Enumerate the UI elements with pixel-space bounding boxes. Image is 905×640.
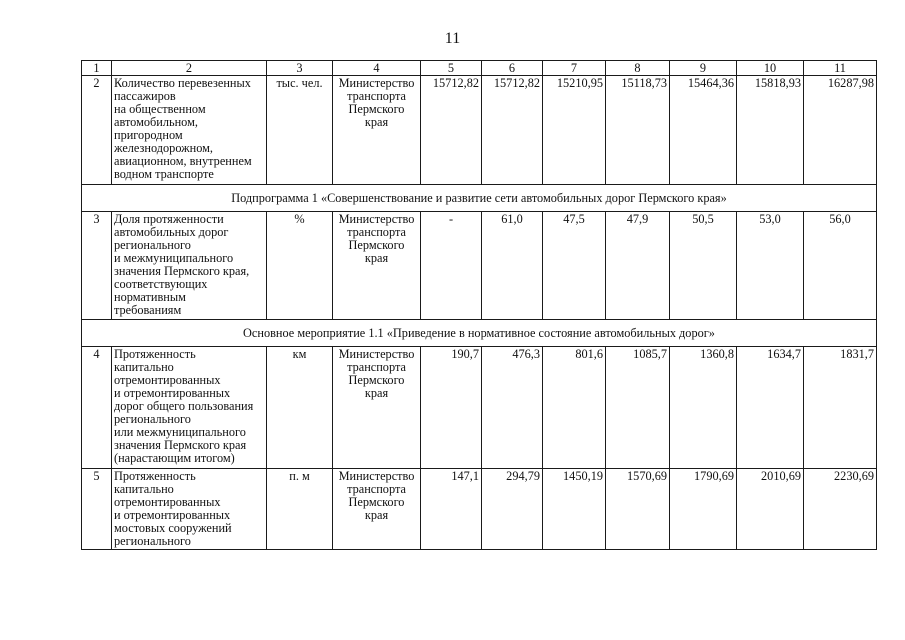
responsible-body [333,212,421,320]
indicators-table [81,60,877,550]
value-cell: - [421,212,482,320]
responsible-body-line: Министерство [338,76,415,90]
indicator-name-line: значения Пермского края [114,438,247,452]
value-cell: 16287,98 [804,76,877,185]
header-cell: 5 [421,61,482,76]
table-row [82,347,877,469]
value-cell: 801,6 [543,347,606,469]
table-row [82,469,877,550]
responsible-body [333,347,421,469]
value-cell: 1360,8 [670,347,737,469]
header-cell: 8 [606,61,670,76]
responsible-body-line: Министерство [338,347,415,361]
section-title: Подпрограмма 1 «Совершенствование и развитие сети автомобильных дорог Пермского края» [82,185,877,212]
value-cell: 47,5 [543,212,606,320]
indicator-name-line: пассажиров [114,89,176,103]
responsible-body-line: края [364,115,389,129]
value-cell: 53,0 [737,212,804,320]
indicator-name [112,212,267,320]
value-cell: 294,79 [482,469,543,550]
indicator-name-line: водном транспорте [114,167,214,181]
indicator-name-line: и межмуниципального [114,251,234,265]
indicator-name-line: капитально [114,482,174,496]
responsible-body [333,469,421,550]
indicator-name-line: отремонтированных [114,495,221,509]
table-row [82,212,877,320]
section-row [82,320,877,347]
value-cell: 1450,19 [543,469,606,550]
responsible-body-line: транспорта [347,225,406,239]
indicator-name-line: регионального [114,412,191,426]
indicator-name-line: соответствующих [114,277,208,291]
responsible-body-line: Пермского [348,373,405,387]
responsible-body-line: края [364,386,389,400]
indicator-name-line: капитально [114,360,174,374]
value-cell: 15712,82 [421,76,482,185]
responsible-body-line: края [364,251,389,265]
value-cell: 476,3 [482,347,543,469]
responsible-body-line: Министерство [338,469,415,483]
indicator-name-line: автомобильном, [114,115,198,129]
unit-of-measure: % [267,212,333,320]
responsible-body-line: Пермского [348,495,405,509]
indicator-name-line: нормативным [114,290,186,304]
indicator-name-line: Протяженность [114,469,196,483]
header-cell: 3 [267,61,333,76]
indicator-name-line: Количество перевезенных [114,76,251,90]
value-cell: 1085,7 [606,347,670,469]
header-cell: 2 [112,61,267,76]
indicator-name-line: железнодорожном, [114,141,214,155]
value-cell: 47,9 [606,212,670,320]
value-cell: 50,5 [670,212,737,320]
indicator-name-line: Доля протяженности [114,212,224,226]
indicator-name-line: и отремонтированных [114,386,231,400]
table-row [82,76,877,185]
indicator-name-line: или межмуниципального [114,425,246,439]
header-cell: 9 [670,61,737,76]
header-cell: 4 [333,61,421,76]
value-cell: 190,7 [421,347,482,469]
value-cell: 1790,69 [670,469,737,550]
value-cell: 15464,36 [670,76,737,185]
value-cell: 2230,69 [804,469,877,550]
section-row [82,185,877,212]
value-cell: 56,0 [804,212,877,320]
header-cell: 6 [482,61,543,76]
value-cell: 15712,82 [482,76,543,185]
header-cell: 10 [737,61,804,76]
value-cell: 147,1 [421,469,482,550]
row-number: 3 [82,212,112,320]
indicator-name-line: автомобильных дорог [114,225,229,239]
value-cell: 15818,93 [737,76,804,185]
indicator-name-line: (нарастающим итогом) [114,451,235,465]
section-title: Основное мероприятие 1.1 «Приведение в нормативное состояние автомобильных дорог» [82,320,877,347]
indicator-name [112,347,267,469]
header-row [82,61,877,76]
responsible-body-line: транспорта [347,360,406,374]
row-number: 5 [82,469,112,550]
row-number: 4 [82,347,112,469]
indicator-name-line: регионального [114,534,191,548]
value-cell: 61,0 [482,212,543,320]
unit-of-measure: п. м [267,469,333,550]
value-cell: 15118,73 [606,76,670,185]
indicator-name-line: авиационном, внутреннем [114,154,252,168]
indicator-name-line: мостовых сооружений [114,521,232,535]
unit-of-measure: тыс. чел. [267,76,333,185]
row-number: 2 [82,76,112,185]
value-cell: 2010,69 [737,469,804,550]
indicator-name-line: значения Пермского края, [114,264,250,278]
indicator-name-line: дорог общего пользования [114,399,254,413]
indicator-name-line: Протяженность [114,347,196,361]
indicator-name-line: и отремонтированных [114,508,231,522]
indicator-name-line: пригородном [114,128,183,142]
value-cell: 1831,7 [804,347,877,469]
indicator-name-line: регионального [114,238,191,252]
responsible-body-line: транспорта [347,89,406,103]
indicator-name [112,76,267,185]
unit-of-measure: км [267,347,333,469]
value-cell: 15210,95 [543,76,606,185]
responsible-body-line: Пермского [348,102,405,116]
value-cell: 1570,69 [606,469,670,550]
responsible-body-line: Министерство [338,212,415,226]
responsible-body-line: транспорта [347,482,406,496]
indicator-name [112,469,267,550]
indicator-name-line: требованиям [114,303,182,317]
value-cell: 1634,7 [737,347,804,469]
header-cell: 1 [82,61,112,76]
header-cell: 7 [543,61,606,76]
header-cell: 11 [804,61,877,76]
indicator-name-line: отремонтированных [114,373,221,387]
indicator-name-line: на общественном [114,102,206,116]
page-number: 11 [444,30,461,47]
responsible-body [333,76,421,185]
responsible-body-line: края [364,508,389,522]
responsible-body-line: Пермского [348,238,405,252]
